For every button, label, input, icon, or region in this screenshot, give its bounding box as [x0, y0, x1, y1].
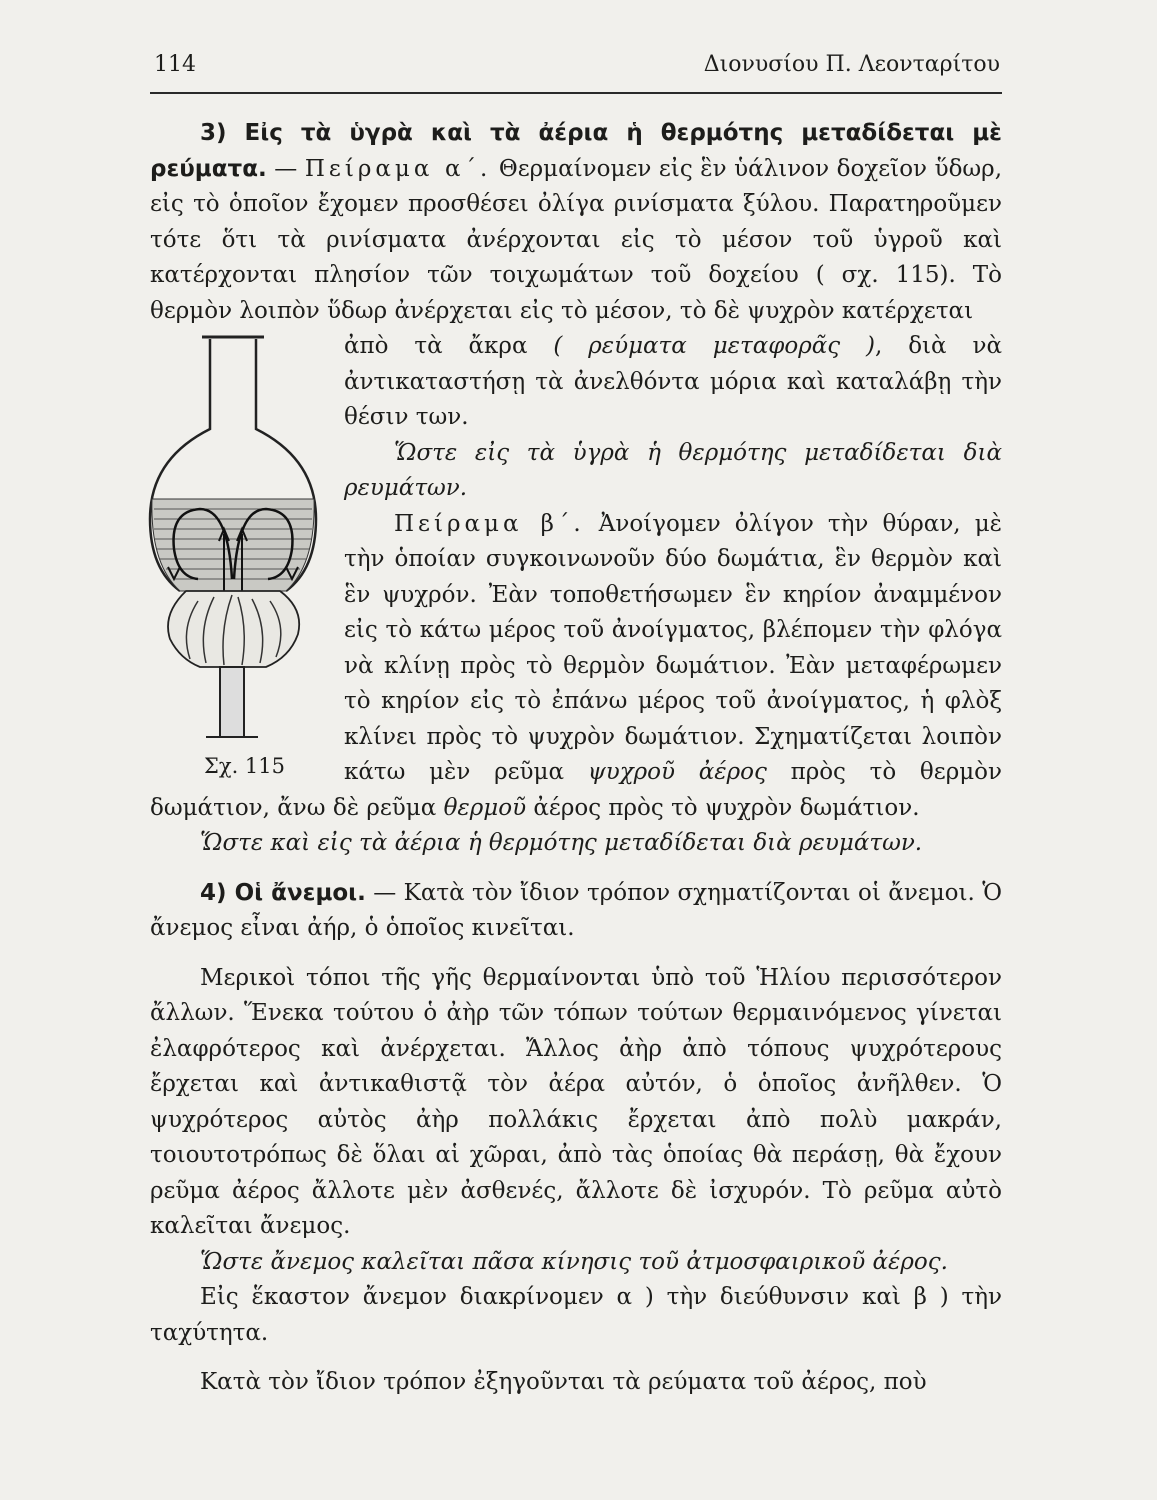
text-part: , διὰ νὰ ἀντικαταστήσῃ τὰ ἀνελθόντα μόρια καὶ καταλάβῃ τὴν θέσιν των. — [344, 333, 1002, 430]
heading-dash: — — [365, 879, 404, 906]
burner-tube — [220, 667, 244, 737]
conclusion-gases-text: Ὥστε καὶ εἰς τὰ ἀέρια ἡ θερμότης μεταδίδεται διὰ ρευμάτων. — [200, 830, 923, 856]
currents-term: ( ρεύματα μεταφορᾶς ) — [553, 333, 875, 359]
text-part: Ἀνοίγομεν ὀλίγον τὴν θύραν, μὲ τὴν ὁποίαν συγκοινωνοῦν δύο δωμάτια, ἓν θερμὸν καὶ ἓν ψυχρόν. Ἐὰν τοποθετήσωμεν ἓν κηρίον ἀναμμένον εἰς τὸ κάτω μέρος τοῦ ἀνοίγματος, βλέπομεν τὴν φλόγα νὰ κλίνῃ πρὸς τὸ θερμὸν δωμάτιον. Ἐὰν μεταφέρωμεν τὸ κηρίον εἰς τὸ ἐπάνω μέρος τοῦ ἀνοίγματος, ἡ φλὸξ κλίνει πρὸς τὸ ψυχρὸν δωμάτιον. Σχηματίζεται λοιπὸν κάτω μὲν ρεῦμα — [344, 510, 1002, 785]
paragraph-winds-explanation: Μερικοὶ τόποι τῆς γῆς θερμαίνονται ὑπὸ τοῦ Ἡλίου περισσότερον ἄλλων. Ἕνεκα τούτου ὁ ἀὴρ τῶν τόπων τούτων θερμαινόμενος γίνεται ἐλαφρότερος καὶ ἀνέρχεται. Ἄλλος ἀὴρ ἀπὸ τόπους ψυχρότερους ἔρχεται καὶ ἀντικαθιστᾷ τὸν ἀέρα αὐτόν, ὁ ὁποῖος ἀνῆλθεν. Ὁ ψυχρότερος αὐτὸς ἀὴρ πολλάκις ἔρχεται ἀπὸ πολὺ μακράν, τοιουτοτρόπως δὲ ὅλαι αἱ χῶραι, ἀπὸ τὰς ὁποίας θὰ περάσῃ, θὰ ἔχουν ρεῦμα ἀέρος ἄλλοτε μὲν ἀσθενές, ἄλλοτε δὲ ἰσχυρόν. Τὸ ρεῦμα αὐτὸ καλεῖται ἄνεμος. — [150, 964, 1002, 1239]
figure-caption: Σχ. 115 — [204, 754, 286, 778]
section-4-heading: 4) Οἱ ἄνεμοι. — [200, 879, 366, 906]
text-part: ἀπὸ τὰ ἄκρα — [344, 333, 554, 359]
heading-dash: — — [266, 155, 305, 182]
experiment-a-text: Θερμαίνομεν εἰς ἓν ὑάλινον δοχεῖον ὕδωρ, εἰς τὸ ὁποῖον ἔχομεν προσθέσει ὀλίγα ρινίσματα ξύλου. Παρατηροῦμεν τότε ὅτι τὰ ρινίσματα ἀνέρχονται εἰς τὸ μέσον τοῦ ὑγροῦ καὶ κατέρχονται πλησίον τῶν τοιχωμάτων τοῦ δοχείου ( σχ. 115). Τὸ θερμὸν λοιπὸν ὕδωρ ἀνέρχεται εἰς τὸ μέσον, τὸ δὲ ψυχρὸν κατέρχεται — [150, 155, 1003, 324]
figure-115 — [140, 329, 330, 789]
cold-air-term: ψυχροῦ ἀέρος — [587, 759, 767, 785]
conclusion-gases — [150, 826, 1002, 862]
paragraph-wind-properties: Εἰς ἕκαστον ἄνεμον διακρίνομεν α ) τὴν διεύθυνσιν καὶ β ) τὴν ταχύτητα. — [150, 1284, 1002, 1346]
running-head: Διονυσίου Π. Λεονταρίτου — [703, 52, 1000, 77]
page-header — [150, 40, 1002, 94]
conclusion-wind — [150, 1245, 1002, 1281]
conclusion-liquids-text: Ὥστε εἰς τὰ ὑγρὰ ἡ θερμότης μεταδίδεται διὰ ρευμάτων. — [344, 439, 1002, 501]
page-number: 114 — [154, 52, 196, 77]
paragraph-section-3 — [150, 116, 1002, 329]
page-body — [150, 116, 1002, 1401]
text-part: πρὸς τὸ θερμὸν δωμάτιον, ἄνω δὲ ρεῦμα — [150, 759, 1002, 821]
flask-illustration — [140, 329, 330, 789]
experiment-b-label: Πείραμα β΄. — [394, 510, 585, 537]
paragraph-section-4 — [150, 876, 1002, 947]
paragraph-air-currents: Κατὰ τὸν ἴδιον τρόπον ἐξηγοῦνται τὰ ρεύματα τοῦ ἀέρος, ποὺ — [200, 1369, 927, 1395]
text-part: ἀέρος πρὸς τὸ ψυχρὸν δωμάτιον. — [526, 794, 920, 821]
conclusion-wind-text: Ὥστε ἄνεμος καλεῖται πᾶσα κίνησις τοῦ ἀτμοσφαιρικοῦ ἀέρος. — [200, 1248, 948, 1275]
text-part: Κατὰ τὸν ἴδιον τρόπον σχηματίζονται οἱ ἄνεμοι. Ὁ ἄνεμος εἶναι ἀήρ, ὁ ὁποῖος κινεῖται. — [150, 879, 1002, 941]
book-page — [150, 40, 1002, 1401]
warm-air-term: θερμοῦ — [443, 794, 527, 821]
experiment-a-label: Πείραμα α΄. — [304, 155, 492, 182]
section-3-heading: 3) Εἰς τὰ ὑγρὰ καὶ τὰ ἀέρια ἡ θερμότης μεταδίδεται μὲ ρεύματα. — [150, 120, 1002, 182]
